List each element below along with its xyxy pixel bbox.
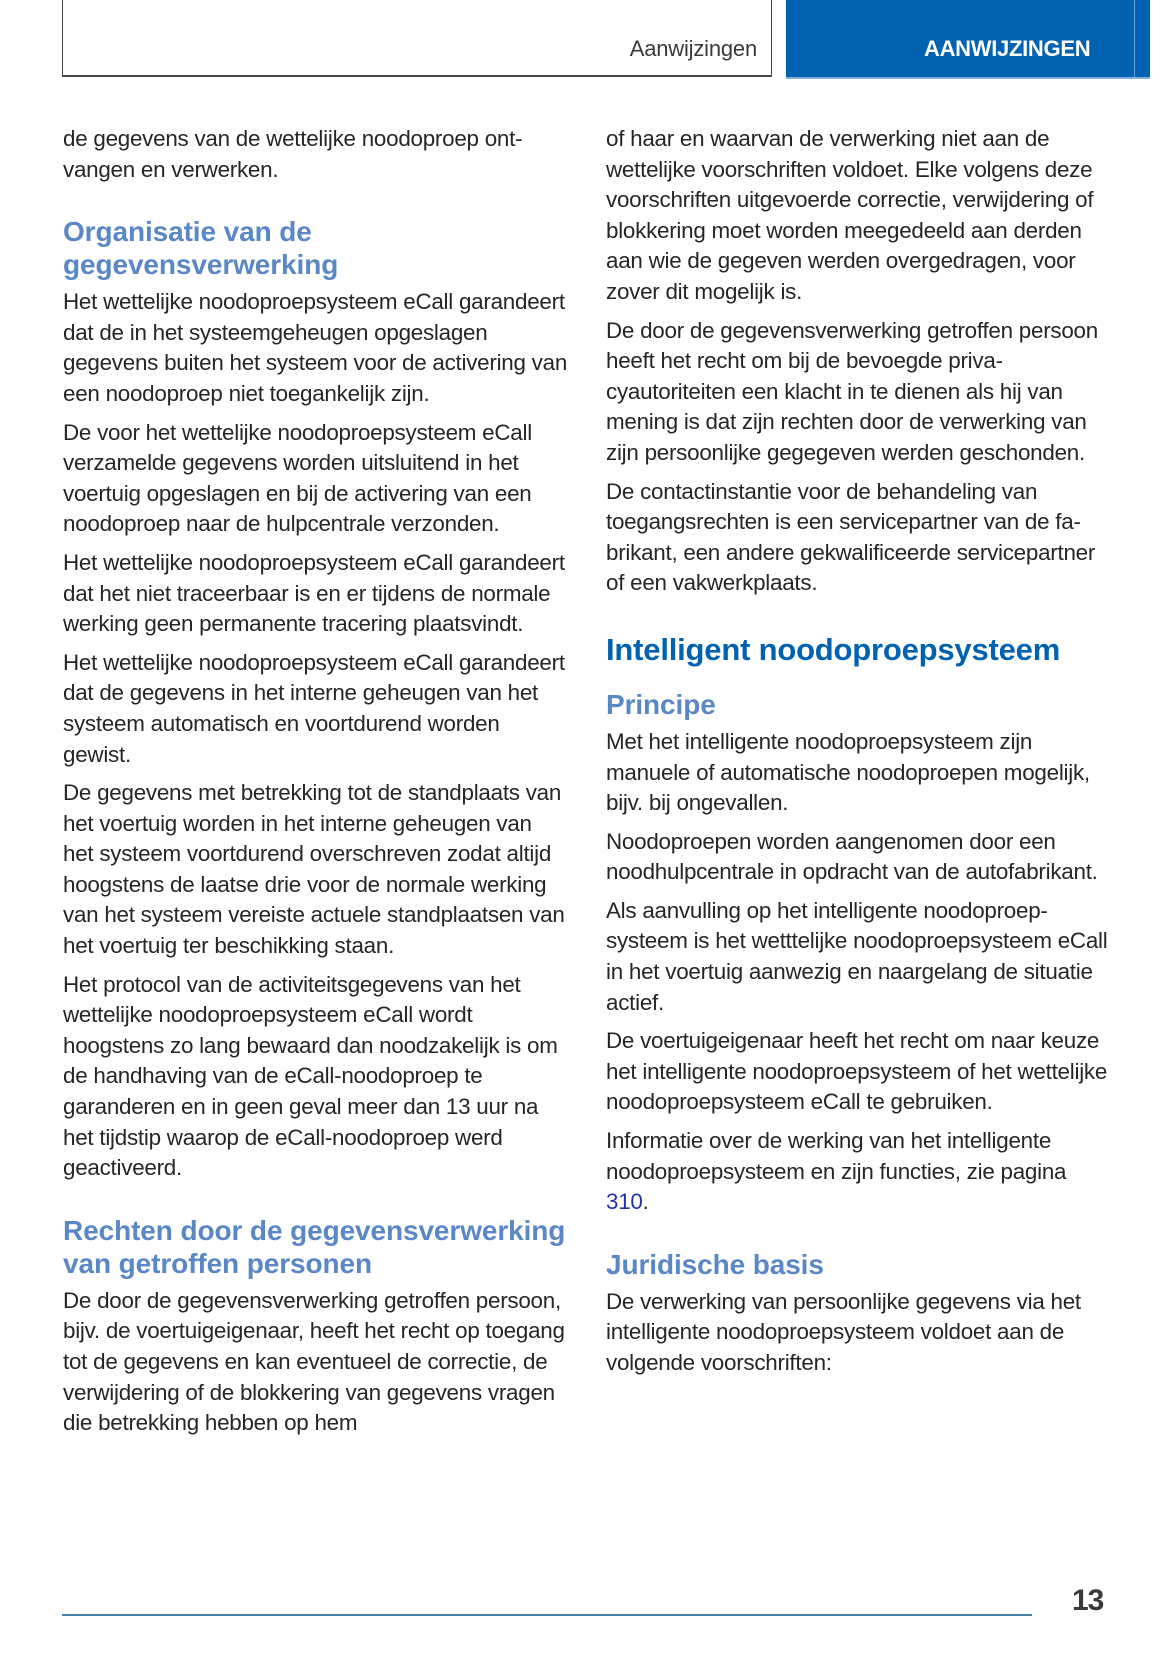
paragraph: Het wettelijke noodoproepsysteem eCall garandeert dat het niet traceerbaar is en er tijdens de normale werking geen permanente tracering plaatsvindt. [63, 549, 565, 637]
main-heading-intelligent-noodoproepsysteem: Intelligent noodoproepsysteem [606, 631, 1061, 667]
info-paragraph [606, 1126, 1111, 1218]
info-text-end: . [642, 1189, 649, 1215]
running-header [62, 0, 772, 77]
chapter-tab-label: AANWIJZINGEN [924, 36, 1091, 61]
right-column [606, 124, 1111, 1387]
paragraph: De door de gegevensverwerking getroffen persoon heeft het recht om bij de bevoegde privacyautoriteiten een klacht in te dienen als hij van mening is dat zijn rechten door de verwerking van zijn persoonlijke gegegeven werden geschonden. [606, 317, 1098, 465]
page-reference-link[interactable]: 310 [606, 1189, 643, 1215]
section-heading-organisatie: Organisatie van de gegevensverwerking [63, 216, 339, 281]
paragraph: Het wettelijke noodoproepsysteem eCall garandeert dat de gegevens in het interne geheugen van het systeem automatisch en voortdurend worden gewist. [63, 649, 565, 767]
chapter-tab[interactable] [786, 0, 1150, 79]
section-heading-principe: Principe [606, 688, 716, 720]
paragraph: Met het intelligente noodoproepsysteem zijn manuele of automatische noodoproepen mogelijk, bijv. bij ongevallen. [606, 728, 1090, 816]
paragraph: Noodoproepen worden aangenomen door een noodhulpcentrale in opdracht van de autofabrikant. [606, 828, 1098, 885]
paragraph: De verwerking van persoonlijke gegevens via het intelligente noodoproepsysteem voldoet aan de volgende voorschriften: [606, 1288, 1081, 1375]
paragraph: Het wettelijke noodoproepsysteem eCall garandeert dat de in het systeemgeheugen opgeslagen gegevens buiten het systeem voor de activering van een noodoproep niet toegankelijk zijn. [63, 289, 568, 406]
paragraph: De contactinstantie voor de behandeling van toegangsrechten is een servicepartner van de fabrikant, een andere gekwalificeerde servicepartner of een vakwerkplaats. [606, 478, 1096, 596]
paragraph: Als aanvulling op het intelligente noodoproepsysteem is het wetttelijke noodoproepsysteem eCall in het voertuig aanwezig en naargelang de situatie actief. [606, 897, 1108, 1015]
intro-paragraph: de gegevens van de wettelijke noodoproep ontvangen en verwerken. [63, 126, 523, 182]
footer-rule [62, 1614, 1032, 1616]
section-heading-juridische-basis: Juridische basis [606, 1248, 824, 1280]
paragraph: Het protocol van de activiteitsgegevens van het wettelijke noodoproepsysteem eCall wordt hoogstens zo lang bewaard dan noodzakelijk is om de handhaving van de eCall-noodoproep te garanderen en in geen geval meer dan 13 uur na het tijdstip waarop de eCall-noodoproep werd geactiveerd. [63, 971, 558, 1181]
chapter-tab-divider [1134, 0, 1135, 77]
page-number: 13 [1072, 1584, 1104, 1617]
info-text: Informatie over de werking van het intelligente noodoproepsysteem en zijn functies, zie pagina [606, 1128, 1067, 1184]
paragraph: De voor het wettelijke noodoproepsysteem eCall verzamelde gegevens worden uitsluitend in het voertuig opgeslagen en bij de activering van een noodoproep naar de hulpcentrale verzonden. [63, 419, 532, 537]
paragraph: of haar en waarvan de verwerking niet aan de wettelijke voorschriften voldoet. Elke volgens deze voorschriften uitgevoerde correctie, verwijdering of blokkering moet worden meegedeeld aan derden aan wie de gegeven werden overgedragen, voor zover dit mogelijk is. [606, 126, 1094, 304]
left-column [63, 124, 568, 1447]
paragraph: De voertuigeigenaar heeft het recht om naar keuze het intelligente noodoproepsysteem of het wettelijke noodoproepsysteem eCall te gebruiken. [606, 1028, 1108, 1115]
section-heading-rechten: Rechten door de gegevensverwerking van getroffen personen [63, 1214, 566, 1279]
paragraph: De gegevens met betrekking tot de standplaats van het voertuig worden in het interne geheugen van het systeem voortdurend overschreven zodat altijd hoogstens de laatse drie voor de normale werking van het systeem vereiste actuele standplaatsen van het voertuig ter beschikking staan. [63, 780, 565, 959]
paragraph: De door de gegevensverwerking getroffen persoon, bijv. de voertuigeigenaar, heeft het recht op toegang tot de gegevens en kan eventueel de correctie, de verwijdering of de blokkering van gegevens vragen die betrekking hebben op hem [63, 1287, 565, 1436]
header-section-label: Aanwijzingen [629, 36, 757, 61]
